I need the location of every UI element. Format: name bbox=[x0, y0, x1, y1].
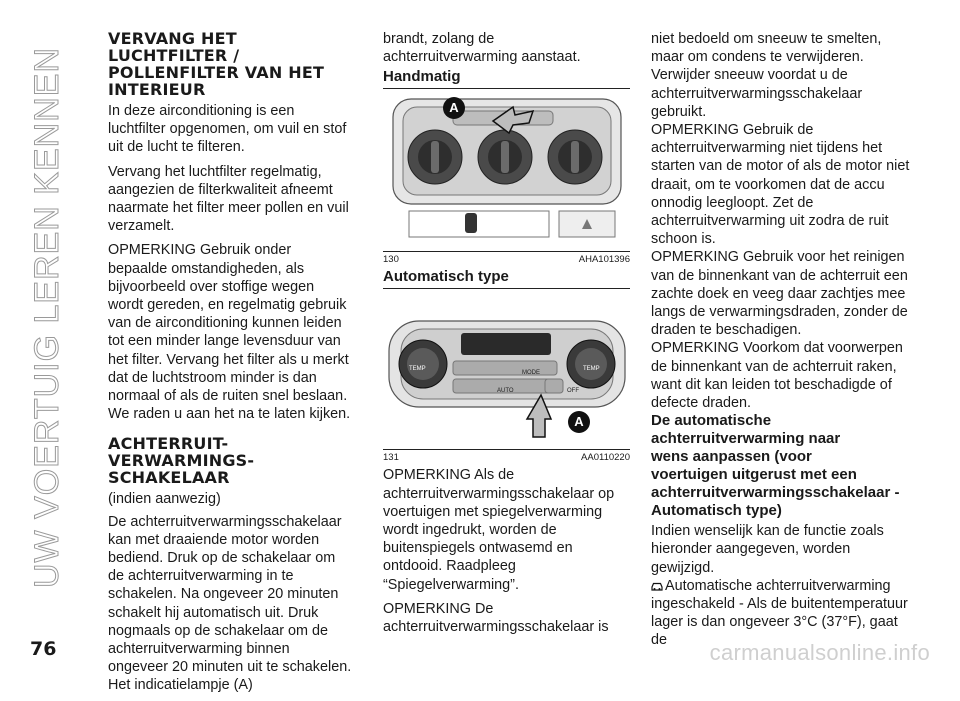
paragraph: OPMERKING De achterruitverwarmingsschakelaar is bbox=[383, 600, 609, 636]
paragraph: Vervang het luchtfilter regelmatig, aangezien de filterkwaliteit afneemt naarmate het filter meer pollen en vuil verzamelt. bbox=[108, 163, 349, 235]
temp-left-label: TEMP bbox=[409, 366, 426, 373]
temp-right-label: TEMP bbox=[583, 366, 600, 373]
heading-line: wens aanpassen (voor bbox=[651, 448, 812, 466]
section-heading-filter bbox=[108, 30, 353, 98]
paragraph: De achterruitverwarmingsschakelaar kan met draaiende motor worden bediend. Druk op de schakelaar om de achterruitverwarming in te schakelen. Na ongeveer 20 minuten schakelt hij automatisch uit. Druk nogmaals op de schakelaar om de achterruitverwarming binnen ongeveer 20 minuten uit te schakelen. Het indicatielampje (A) bbox=[108, 513, 352, 694]
paragraph: (indien aanwezig) bbox=[108, 491, 221, 508]
heading-line: INTERIEUR bbox=[108, 80, 206, 99]
heading-line: POLLENFILTER VAN HET bbox=[108, 63, 325, 82]
heading-line: achterruitverwarming naar bbox=[651, 430, 841, 448]
heading-line: ACHTERRUIT- bbox=[108, 434, 229, 454]
paragraph: OPMERKING Als de achterruitverwarmingsschakelaar op voertuigen met spiegelverwarming wordt ingedrukt, worden de buitenspiegels ontwasemd en ontdooid. Raadpleeg “Spiegelverwarming”. bbox=[383, 467, 615, 593]
paragraph-text: Automatische achterruitverwarming ingeschakeld - Als de buitentemperatuur lager is dan ongeveer 3°C (37°F), gaat de bbox=[651, 577, 908, 649]
paragraph: niet bedoeld om sneeuw te smelten, maar om condens te verwijderen. Verwijder sneeuw voordat u de achterruitverwarmingsschakelaar gebruikt. bbox=[651, 31, 882, 120]
heading-line: Automatisch type) bbox=[651, 502, 782, 520]
paragraph: brandt, zolang de achterruitverwarming aanstaat. bbox=[383, 31, 581, 66]
manual-hvac-illustration bbox=[383, 89, 630, 251]
chapter-title: UW VOERTUIG LEREN KENNEN bbox=[27, 46, 66, 588]
heading-line: LUCHTFILTER / bbox=[108, 46, 240, 65]
watermark: carmanualsonline.info bbox=[709, 640, 930, 665]
paragraph: OPMERKING Gebruik voor het reinigen van de binnenkant van de achterruit een zachte doek en veeg daar zachtjes mee langs de verwarmingsdraden, zonder de draden te beschadigen. bbox=[651, 249, 908, 339]
callout-badge: A bbox=[568, 411, 590, 433]
page-number: 76 bbox=[30, 638, 57, 660]
paragraph: OPMERKING Gebruik de achterruitverwarming niet tijdens het starten van de motor of als de motor niet draait, om te voorkomen dat de accu onnodig leegloopt. Zet de achterruitverwarming uit zodra de ruit schoon is. bbox=[651, 122, 910, 248]
figure-code: AA0110220 bbox=[581, 452, 630, 464]
paragraph: OPMERKING Voorkom dat voorwerpen de binnenkant van de achterruit raken, want dit kan leiden tot beschadigde of defecte draden. bbox=[651, 340, 903, 412]
off-label: OFF bbox=[567, 388, 579, 395]
heading-line: voertuigen uitgerust met een bbox=[651, 466, 857, 484]
figure-code: AHA101396 bbox=[578, 254, 630, 266]
column-1 bbox=[108, 30, 353, 701]
subheading-automatic: Automatisch type bbox=[383, 268, 509, 286]
figure-caption bbox=[383, 452, 630, 464]
auto-label: AUTO bbox=[497, 388, 514, 395]
paragraph: In deze airconditioning is een luchtfilter opgenomen, om vuil en stof uit de lucht te filteren. bbox=[108, 103, 347, 156]
figure-manual-controls bbox=[383, 88, 630, 252]
heading-line: VERVANG HET bbox=[108, 29, 237, 48]
figure-number: 131 bbox=[383, 452, 399, 464]
car-icon bbox=[651, 581, 663, 591]
subheading-manual: Handmatig bbox=[383, 68, 461, 86]
figure-automatic-controls bbox=[383, 288, 630, 450]
column-2 bbox=[383, 30, 630, 642]
callout-badge: A bbox=[443, 97, 465, 119]
mode-label: MODE bbox=[522, 370, 540, 377]
figure-number: 130 bbox=[383, 254, 399, 266]
paragraph: OPMERKING Gebruik onder bepaalde omstandigheden, als bijvoorbeeld over stoffige wegen wordt gereden, en regelmatig gebruik van de airconditioning kunnen leiden tot een minder lange levensduur van het filter. Vervang het filter als u merkt dat de luchtstroom minder is dan normaal of als de ruiten snel beslaan. We raden u aan het na te laten kijken. bbox=[108, 242, 351, 423]
heading-line: VERWARMINGS- bbox=[108, 451, 255, 471]
heading-line: De automatische bbox=[651, 412, 772, 430]
subheading-customize-auto-defrost bbox=[651, 412, 916, 520]
section-heading-rear-defrost bbox=[108, 435, 353, 486]
heading-line: SCHAKELAAR bbox=[108, 468, 230, 488]
chapter-side-tab bbox=[22, 32, 72, 602]
heading-line: achterruitverwarmingsschakelaar - bbox=[651, 484, 900, 502]
figure-caption bbox=[383, 254, 630, 266]
paragraph: Indien wenselijk kan de functie zoals hieronder aangegeven, worden gewijzigd. bbox=[651, 523, 884, 576]
paragraph-with-icon bbox=[651, 577, 916, 650]
column-3 bbox=[651, 30, 916, 650]
